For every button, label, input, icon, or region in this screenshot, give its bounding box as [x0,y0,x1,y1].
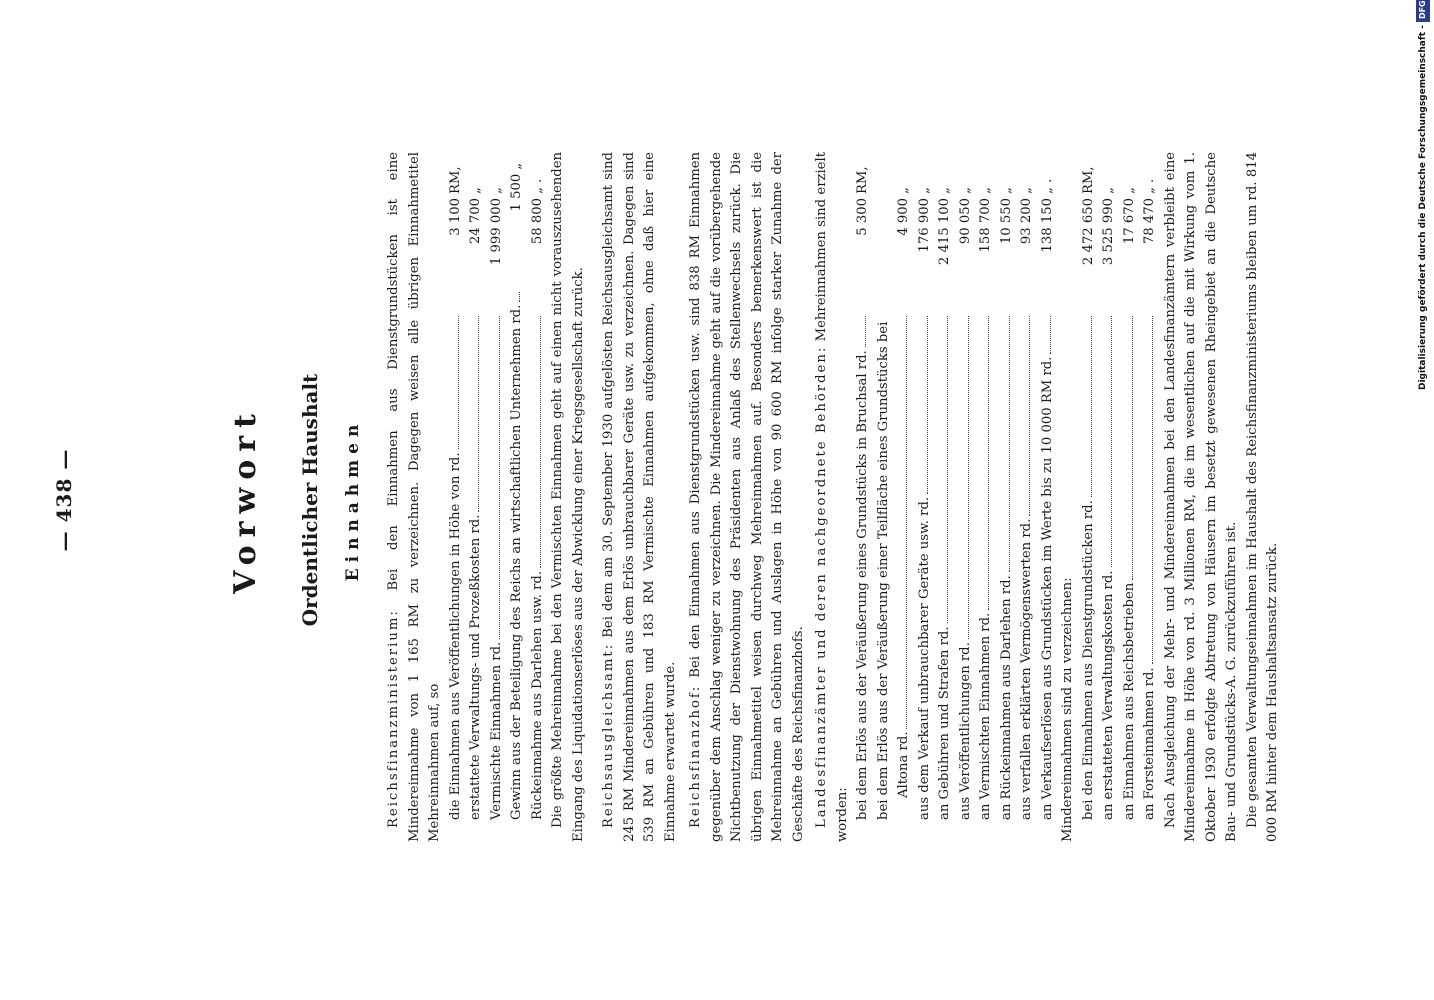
row-amount: 93 200 [1019,198,1034,245]
row-amount: 3 525 990 [1101,198,1116,266]
row-amount: 90 050 [957,198,973,245]
row-unit: „ [957,187,973,194]
dot-leader [1152,316,1153,664]
section-lead: Reichsfinanzministerium: [386,609,401,828]
amount-row [997,152,1018,842]
row-label: aus Veröffentlichungen rd. [957,642,973,820]
dot-leader [1132,316,1133,580]
row-unit: „ [1121,187,1137,194]
dfg-logo: DFG [1416,0,1430,22]
amount-row [853,152,874,842]
section-closing: Die gesamten Verwaltungseinnahmen im Haushalt des Reichsfinanzministeriums bleiben um rd. 814 000 RM hinter dem Haushaltsansatz zurück. [1244,152,1280,842]
dot-leader [865,316,866,347]
amount-row [507,152,528,842]
row-amount: 5 300 [855,198,870,236]
dot-leader [906,316,907,729]
dot-leader [988,316,989,610]
amount-row [1079,152,1100,842]
row-amount: 4 900 [896,198,911,236]
dot-leader [1091,316,1092,497]
amount-row [1017,152,1038,842]
amount-row [487,152,508,842]
section-middle: Mindereinnahmen sind zu verzeichnen: [1060,577,1075,842]
dot-leader [519,292,520,302]
row-label: bei den Einnahmen aus Dienstgrundstücken rd. [1080,500,1096,820]
row-unit: RM, [447,166,463,194]
amount-row [976,152,997,842]
dot-leader [947,316,948,623]
row-label: an Forsteinnahmen rd. [1142,667,1157,820]
page-number: — 438 — [52,448,76,552]
amount-list [853,152,1058,842]
row-unit: „ [937,187,952,194]
row-amount: 1 999 000 [488,198,504,266]
row-amount: 3 100 [447,198,463,236]
amount-row [446,152,467,842]
row-unit: RM, [1080,166,1096,194]
amount-row [956,152,977,842]
section-reichsfinanzministerium [384,152,589,842]
dot-leader [458,316,459,449]
dot-leader [540,316,541,568]
section-closing: Die größte Mehreinnahme bei den Vermischten Einnahmen geht auf einen nicht vorauszusehenden Eingang des Liquidationserlöses aus der Abwicklung einer Kriegsgesellschaft zurück. [550,152,586,842]
row-label: aus dem Verkauf unbrauchbarer Geräte usw. rd. [916,496,932,820]
row-label: an erstatteten Verwaltungskosten rd. [1101,570,1116,820]
section-intro: Mehreinnahmen sind erzielt worden: [814,152,850,842]
section-text: Bei dem am 30. September 1930 aufgelösten Reichsausgleichsamt sind 245 RM Mindereinnahmen aus dem Erlös unbrauchbarer Geräte usw. zu verzeichnen. Dagegen sind 539 RM an Gebühren und 183 RM Vermischte Einnahmen aufgekommen, ohne daß hier eine Einnahme erwartet wurde. [601,152,678,842]
row-unit: „ [488,187,504,194]
section-lead: Reichsfinanzhof: [688,684,703,828]
row-label: bei dem Erlös aus der Veräußerung eines Grundstücks in Bruchsal rd. [855,350,870,820]
row-amount: 2 472 650 [1080,198,1096,266]
page-title: Vorwort [228,406,263,594]
row-unit: „ [509,162,524,170]
row-label: Gewinn aus der Beteiligung des Reichs an wirtschaftlichen Unternehmen rd. [509,304,524,820]
section-text: Bei den Einnahmen aus Dienstgrundstücken usw. sind 838 RM Einnahmen gegenüber dem Anschlag weniger zu verzeichnen. Die Mindereinnahme geht auf die vorübergehende Nichtbenutzung der Dienstwohnung des Präsidenten aus Anlaß des Stellenwechsels zurück. Die übrigen Einnahmetitel weisen durchweg Mehreinnahmen auf. Besonders bemerkenswert ist die Mehreinnahme an Gebühren und Auslagen in Höhe von 90 600 RM infolge starker Zunahme der Geschäfte des Reichsfinanzhofs. [688,152,806,842]
section-title: Ordentlicher Haushalt [298,373,322,627]
row-amount: 176 900 [916,198,932,253]
section-reichsausgleichsamt [599,152,681,842]
row-amount: 2 415 100 [937,198,952,266]
row-unit: RM, [855,166,870,194]
row-label: erstattete Verwaltungs- und Prozeßkosten rd. [468,514,483,820]
dot-leader [968,316,969,639]
subsection-title: Einnahmen [343,418,363,582]
amount-row [915,152,936,842]
dot-leader [1111,316,1112,568]
dot-leader [1029,316,1030,516]
amount-row [528,152,549,842]
amount-row [935,152,956,842]
row-amount: 158 700 [978,198,993,253]
row-amount: 1 500 [509,173,524,212]
amount-row [1120,152,1141,842]
amount-row [874,152,895,842]
row-label: Altona rd. [896,731,911,798]
dot-leader [927,316,928,494]
row-unit: „ . [1142,178,1157,194]
amount-row [466,152,487,842]
dot-leader [1050,316,1051,354]
row-unit: „ [916,187,932,194]
row-amount: 24 700 [468,198,483,245]
row-unit: „ . [1039,178,1055,194]
row-amount: 138 150 [1039,198,1055,253]
row-label: Vermischte Einnahmen rd. [488,641,504,820]
section-reichsfinanzhof [686,152,809,842]
row-amount: 78 470 [1142,198,1157,245]
section-lead: Reichsausgleichsamt: [601,642,616,828]
section-intro: Bei den Einnahmen aus Dienstgrundstücken ist eine Mindereinnahme von 1 165 RM zu verzeichnen. Dagegen weisen alle übrigen Einnahmetitel Mehreinnahmen auf, so [386,152,442,842]
dot-leader [478,316,479,512]
row-amount: 10 550 [998,198,1014,245]
row-label: aus verfallen erklärten Vermögenswerten rd. [1019,518,1034,820]
row-label: Rückeinnahme aus Darlehen usw. rd. [529,570,545,820]
row-label: die Einnahmen aus Veröffentlichungen in Höhe von rd. [447,452,463,820]
amount-row [1140,152,1161,842]
section-lead: Landesfinanzämter und deren nachgeordnete Behörden: [814,345,829,828]
row-amount: 17 670 [1121,198,1137,245]
row-label: an Gebühren und Strafen rd. [937,626,952,820]
amount-list [1079,152,1161,842]
row-unit: „ [978,187,993,194]
row-label: an Vermischten Einnahmen rd. [978,612,993,820]
row-unit: „ . [529,178,545,194]
row-label: an Einnahmen aus Reichsbetrieben [1121,582,1137,820]
row-unit: „ [468,187,483,194]
row-label: bei dem Erlös aus der Veräußerung einer Teilfläche eines Grundstücks bei [875,321,891,820]
amount-row [1038,152,1059,842]
dot-leader [1009,316,1010,572]
row-unit: „ [896,187,911,194]
dot-leader [499,316,500,639]
row-unit: „ [1019,187,1034,194]
section-closing: Nach Ausgleichung der Mehr- und Mindereinnahmen bei den Landesfinanzämtern verbleibt eine Mindereinnahme in Höhe von rd. 3 Millionen RM, die im wesentlichen auf die mit Wirkung vom 1. Oktober 1930 erfolgte Abtretung von Häusern im besetzt gewesenen Rheingebiet an die Deutsche Bau- und Grundstücks-A. G. zurückzuführen ist. [1162,152,1239,842]
row-unit: „ [998,187,1014,194]
watermark-text: Digitalisierung gefördert durch die Deutsche Forschungsgemeinschaft - [1418,25,1428,390]
row-label: an Verkaufserlösen aus Grundstücken im Werte bis zu 10 000 RM rd. [1039,356,1055,820]
dfg-watermark [1416,0,1430,390]
row-unit: „ [1101,187,1116,194]
amount-row [894,152,915,842]
amount-list [446,152,549,842]
section-landesfinanzaemter [812,152,1284,842]
row-amount: 58 800 [529,198,545,245]
row-label: an Rückeinnahmen aus Darlehen rd. [998,575,1014,820]
amount-row [1099,152,1120,842]
